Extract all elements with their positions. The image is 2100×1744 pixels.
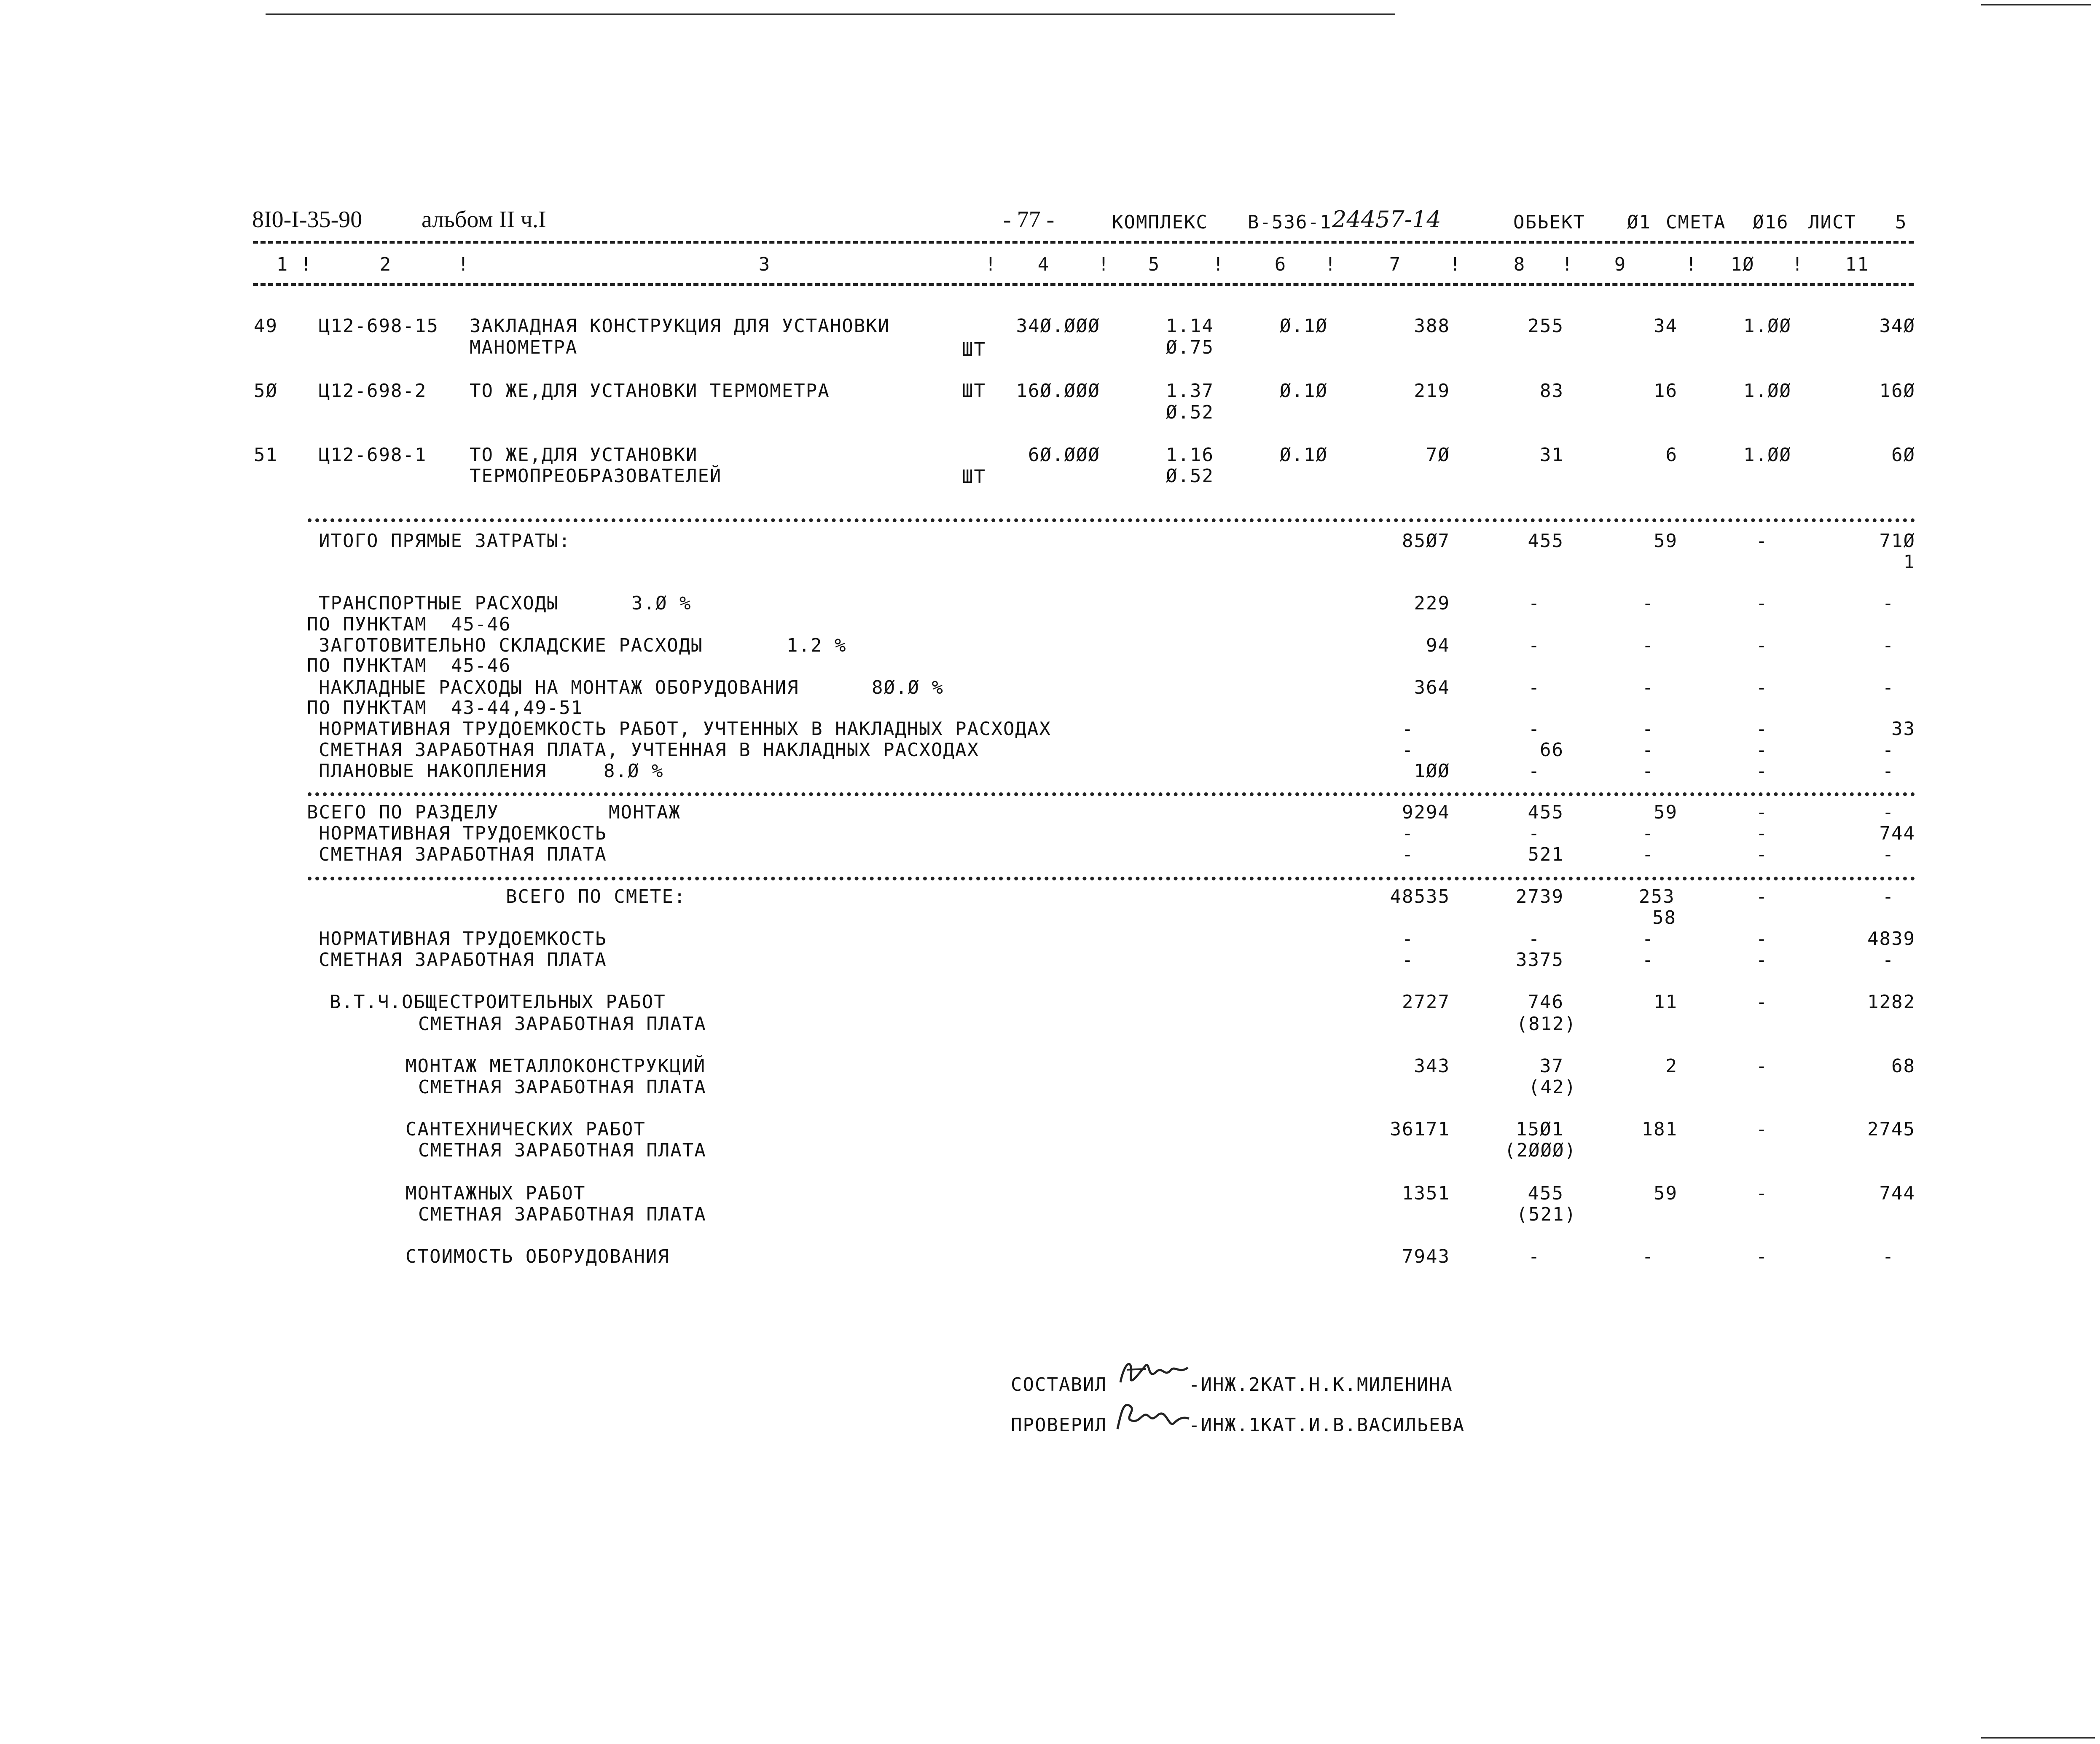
row-col-11: 6Ø: [1891, 444, 1915, 466]
labor-in-overhead-label: НОРМАТИВНАЯ ТРУДОЕМКОСТЬ РАБОТ, УЧТЕННЫХ В НАКЛАДНЫХ РАСХОДАХ: [319, 718, 1051, 740]
checked-by-name: -ИНЖ.1КАТ.И.В.ВАСИЛЬЕВА: [1189, 1414, 1465, 1436]
col-num-9: 9: [1614, 254, 1627, 275]
row-col-8: 31: [1540, 444, 1564, 466]
breakdown-col-8: 15Ø1: [1516, 1119, 1564, 1140]
section-total-col-10: -: [1756, 802, 1768, 823]
col-sep: !: [457, 254, 470, 275]
overhead-percent: 8Ø.Ø %: [872, 677, 944, 698]
storage-col-11: -: [1882, 635, 1895, 656]
labor-in-overhead-col-7: -: [1402, 718, 1414, 740]
row-unit: ШТ: [962, 339, 986, 360]
equipment-cost-col-10: -: [1756, 1246, 1768, 1267]
transport-col-10: -: [1756, 593, 1768, 614]
breakdown-label: МОНТАЖ МЕТАЛЛОКОНСТРУКЦИЙ: [405, 1055, 706, 1077]
grand-wage-col-11: -: [1882, 949, 1895, 971]
direct-costs-col-11-extra: 1: [1903, 551, 1915, 573]
col-sep: !: [1791, 254, 1804, 275]
direct-costs-col-11: 71Ø: [1879, 530, 1915, 552]
breakdown-col-8: 455: [1528, 1183, 1564, 1204]
direct-costs-label: ИТОГО ПРЯМЫЕ ЗАТРАТЫ:: [319, 530, 571, 552]
row-coefficient-2: Ø.52: [1166, 402, 1214, 423]
header-divider: [253, 241, 1914, 244]
col-num-10: 1Ø: [1730, 254, 1755, 275]
grand-labor-col-8: -: [1528, 928, 1541, 950]
section-labor-col-8: -: [1528, 823, 1541, 844]
grand-wage-label: СМЕТНАЯ ЗАРАБОТНАЯ ПЛАТА: [319, 949, 607, 971]
grand-total-col-7: 48535: [1390, 886, 1450, 907]
storage-label: ЗАГОТОВИТЕЛЬНО СКЛАДСКИЕ РАСХОДЫ: [319, 635, 703, 656]
checked-by-label: ПРОВЕРИЛ: [1011, 1414, 1107, 1436]
row-coefficient-2: Ø.75: [1166, 337, 1214, 358]
breakdown-col-10: -: [1756, 1119, 1768, 1140]
col-sep: !: [1561, 254, 1574, 275]
row-col-6: Ø.1Ø: [1280, 444, 1328, 466]
breakdown-col-7: 2727: [1402, 991, 1450, 1013]
section-name: МОНТАЖ: [609, 802, 681, 823]
equipment-cost-label: СТОИМОСТЬ ОБОРУДОВАНИЯ: [405, 1246, 670, 1267]
direct-costs-col-9: 59: [1654, 530, 1678, 552]
col-sep: !: [1212, 254, 1225, 275]
row-coefficient-1: 1.37: [1166, 380, 1214, 402]
grand-labor-col-10: -: [1756, 928, 1768, 950]
row-quantity: 6Ø.ØØØ: [1028, 444, 1100, 466]
breakdown-col-8: 746: [1528, 991, 1564, 1013]
row-col-11: 16Ø: [1879, 380, 1915, 402]
storage-percent: 1.2 %: [787, 635, 847, 656]
col-num-8: 8: [1513, 254, 1526, 275]
row-code: Ц12-698-1: [319, 444, 427, 466]
section-wage-col-8: 521: [1528, 844, 1564, 865]
storage-col-9: -: [1642, 635, 1654, 656]
overhead-points: ПО ПУНКТАМ 43-44,49-51: [307, 697, 583, 719]
planned-savings-col-7: 1ØØ: [1414, 760, 1450, 782]
section-labor-col-10: -: [1756, 823, 1768, 844]
breakdown-col-10: -: [1756, 991, 1768, 1013]
grand-total-col-9: 253: [1639, 886, 1675, 907]
row-number: 51: [254, 444, 278, 466]
grand-total-divider: [308, 877, 1915, 880]
col-num-6: 6: [1274, 254, 1287, 275]
album-label: альбом II ч.I: [422, 207, 546, 233]
section-total-col-7: 9294: [1402, 802, 1450, 823]
planned-savings-col-9: -: [1642, 760, 1654, 782]
section-total-col-11: -: [1882, 802, 1895, 823]
section-labor-col-7: -: [1402, 823, 1414, 844]
overhead-col-9: -: [1642, 677, 1654, 698]
row-quantity: 16Ø.ØØØ: [1016, 380, 1100, 402]
overhead-label: НАКЛАДНЫЕ РАСХОДЫ НА МОНТАЖ ОБОРУДОВАНИЯ: [319, 677, 799, 698]
grand-total-col-10: -: [1756, 886, 1768, 907]
col-num-11: 11: [1845, 254, 1869, 275]
breakdown-label: САНТЕХНИЧЕСКИХ РАБОТ: [405, 1119, 646, 1140]
composed-by-name: -ИНЖ.2КАТ.Н.К.МИЛЕНИНА: [1189, 1374, 1453, 1395]
grand-wage-col-8: 3375: [1516, 949, 1564, 971]
transport-percent: 3.Ø %: [631, 593, 692, 614]
breakdown-col-7: 343: [1414, 1055, 1450, 1077]
row-coefficient-1: 1.14: [1166, 315, 1214, 337]
totals-divider: [308, 518, 1915, 522]
labor-in-overhead-col-10: -: [1756, 718, 1768, 740]
estimate-label: СМЕТА: [1666, 212, 1726, 233]
section-wage-col-7: -: [1402, 844, 1414, 865]
section-wage-col-9: -: [1642, 844, 1654, 865]
section-total-label: ВСЕГО ПО РАЗДЕЛУ: [307, 802, 499, 823]
breakdown-col-11: 68: [1891, 1055, 1915, 1077]
wage-in-overhead-col-11: -: [1882, 739, 1895, 761]
row-name-continued: ТЕРМОПРЕОБРАЗОВАТЕЛЕЙ: [470, 465, 722, 487]
planned-savings-label: ПЛАНОВЫЕ НАКОПЛЕНИЯ: [319, 760, 547, 782]
section-divider: [308, 792, 1915, 796]
grand-wage-col-10: -: [1756, 949, 1768, 971]
scan-edge-line: [1981, 4, 2091, 5]
row-col-7: 388: [1414, 315, 1450, 337]
transport-col-9: -: [1642, 593, 1654, 614]
overhead-col-10: -: [1756, 677, 1768, 698]
col-sep: !: [985, 254, 997, 275]
col-sep: !: [1324, 254, 1337, 275]
storage-col-7: 94: [1426, 635, 1450, 656]
composer-signature: [1116, 1353, 1192, 1391]
col-num-7: 7: [1389, 254, 1402, 275]
equipment-cost-col-11: -: [1882, 1246, 1895, 1267]
row-name: ТО ЖЕ,ДЛЯ УСТАНОВКИ: [470, 444, 698, 466]
breakdown-col-8-wage: (2ØØØ): [1504, 1140, 1576, 1161]
row-code: Ц12-698-2: [319, 380, 427, 402]
sheet-value: 5: [1895, 212, 1907, 233]
grand-labor-col-11: 4839: [1867, 928, 1915, 950]
equipment-cost-col-8: -: [1528, 1246, 1541, 1267]
breakdown-col-8-wage: (42): [1528, 1076, 1576, 1098]
wage-in-overhead-col-9: -: [1642, 739, 1654, 761]
col-num-2: 2: [379, 254, 392, 275]
document-code: 8I0-I-35-90: [252, 207, 363, 233]
object-label: ОБЬЕКТ: [1513, 212, 1585, 233]
transport-col-11: -: [1882, 593, 1895, 614]
col-sep: !: [1098, 254, 1110, 275]
breakdown-col-9: 2: [1665, 1055, 1678, 1077]
column-header-divider: [253, 283, 1914, 286]
planned-savings-col-8: -: [1528, 760, 1541, 782]
page-number: - 77 -: [1003, 207, 1055, 233]
grand-wage-col-7: -: [1402, 949, 1414, 971]
planned-savings-col-10: -: [1756, 760, 1768, 782]
row-col-10: 1.ØØ: [1743, 380, 1791, 402]
section-total-col-8: 455: [1528, 802, 1564, 823]
wage-in-overhead-col-7: -: [1402, 739, 1414, 761]
row-col-7: 219: [1414, 380, 1450, 402]
row-quantity: 34Ø.ØØØ: [1016, 315, 1100, 337]
storage-col-8: -: [1528, 635, 1541, 656]
row-name-continued: МАНОМЕТРА: [470, 337, 578, 358]
row-col-8: 255: [1528, 315, 1564, 337]
breakdown-col-8: 37: [1540, 1055, 1564, 1077]
row-name: ТО ЖЕ,ДЛЯ УСТАНОВКИ ТЕРМОМЕТРА: [470, 380, 830, 402]
overhead-col-7: 364: [1414, 677, 1450, 698]
planned-savings-percent: 8.Ø %: [604, 760, 664, 782]
overhead-col-11: -: [1882, 677, 1895, 698]
complex-code: В-536-1: [1248, 212, 1332, 233]
direct-costs-col-8: 455: [1528, 530, 1564, 552]
row-col-6: Ø.1Ø: [1280, 315, 1328, 337]
breakdown-sublabel: СМЕТНАЯ ЗАРАБОТНАЯ ПЛАТА: [418, 1013, 706, 1035]
row-col-10: 1.ØØ: [1743, 444, 1791, 466]
direct-costs-col-10: -: [1756, 530, 1768, 552]
storage-points: ПО ПУНКТАМ 45-46: [307, 655, 511, 676]
breakdown-col-9: 181: [1641, 1119, 1678, 1140]
wage-in-overhead-col-8: 66: [1540, 739, 1564, 761]
section-wage-col-10: -: [1756, 844, 1768, 865]
breakdown-label: МОНТАЖНЫХ РАБОТ: [405, 1183, 586, 1204]
transport-points: ПО ПУНКТАМ 45-46: [307, 614, 511, 635]
breakdown-sublabel: СМЕТНАЯ ЗАРАБОТНАЯ ПЛАТА: [418, 1204, 706, 1225]
labor-in-overhead-col-9: -: [1642, 718, 1654, 740]
estimate-value: Ø16: [1753, 212, 1789, 233]
scan-edge-line: [266, 13, 1395, 15]
row-number: 49: [254, 315, 278, 337]
breakdown-col-9: 11: [1654, 991, 1678, 1013]
breakdown-col-8-wage: (812): [1516, 1013, 1576, 1035]
row-name: ЗАКЛАДНАЯ КОНСТРУКЦИЯ ДЛЯ УСТАНОВКИ: [470, 315, 890, 337]
row-col-11: 34Ø: [1879, 315, 1915, 337]
row-unit: ШТ: [962, 380, 986, 402]
row-number: 5Ø: [254, 380, 278, 402]
equipment-cost-col-9: -: [1642, 1246, 1654, 1267]
breakdown-col-10: -: [1756, 1055, 1768, 1077]
row-col-8: 83: [1540, 380, 1564, 402]
section-labor-col-9: -: [1642, 823, 1654, 844]
grand-labor-label: НОРМАТИВНАЯ ТРУДОЕМКОСТЬ: [319, 928, 607, 950]
planned-savings-col-11: -: [1882, 760, 1895, 782]
equipment-cost-col-7: 7943: [1402, 1246, 1450, 1267]
sheet-label: ЛИСТ: [1808, 212, 1856, 233]
breakdown-col-11: 1282: [1867, 991, 1915, 1013]
grand-total-label: ВСЕГО ПО СМЕТЕ:: [506, 886, 686, 907]
grand-wage-col-9: -: [1642, 949, 1654, 971]
overhead-col-8: -: [1528, 677, 1541, 698]
grand-labor-col-7: -: [1402, 928, 1414, 950]
direct-costs-col-7: 85Ø7: [1402, 530, 1450, 552]
transport-col-8: -: [1528, 593, 1541, 614]
breakdown-col-11: 744: [1879, 1183, 1915, 1204]
col-num-5: 5: [1148, 254, 1160, 275]
row-col-6: Ø.1Ø: [1280, 380, 1328, 402]
object-value: Ø1: [1627, 212, 1651, 233]
transport-col-7: 229: [1414, 593, 1450, 614]
labor-in-overhead-col-11: 33: [1891, 718, 1915, 740]
complex-handwritten-code: 24457-14: [1332, 206, 1441, 233]
row-col-10: 1.ØØ: [1743, 315, 1791, 337]
row-col-9: 16: [1654, 380, 1678, 402]
col-num-4: 4: [1037, 254, 1050, 275]
col-sep: !: [1449, 254, 1462, 275]
col-sep: !: [1685, 254, 1698, 275]
breakdown-sublabel: СМЕТНАЯ ЗАРАБОТНАЯ ПЛАТА: [418, 1076, 706, 1098]
col-num-1: 1: [276, 254, 289, 275]
section-wage-label: СМЕТНАЯ ЗАРАБОТНАЯ ПЛАТА: [319, 844, 607, 865]
checker-signature: [1111, 1398, 1191, 1435]
grand-labor-col-9: -: [1642, 928, 1654, 950]
section-labor-label: НОРМАТИВНАЯ ТРУДОЕМКОСТЬ: [319, 823, 607, 844]
row-unit: ШТ: [962, 466, 986, 488]
labor-in-overhead-col-8: -: [1528, 718, 1541, 740]
col-num-3: 3: [758, 254, 771, 275]
complex-label: КОМПЛЕКС: [1112, 212, 1208, 233]
section-wage-col-11: -: [1882, 844, 1895, 865]
wage-in-overhead-label: СМЕТНАЯ ЗАРАБОТНАЯ ПЛАТА, УЧТЕННАЯ В НАКЛАДНЫХ РАСХОДАХ: [319, 739, 979, 761]
row-code: Ц12-698-15: [319, 315, 439, 337]
row-col-9: 34: [1654, 315, 1678, 337]
composed-by-label: СОСТАВИЛ: [1011, 1374, 1107, 1395]
breakdown-col-9: 59: [1654, 1183, 1678, 1204]
row-coefficient-1: 1.16: [1166, 444, 1214, 466]
grand-total-col-11: -: [1882, 886, 1895, 907]
breakdown-col-7: 36171: [1390, 1119, 1450, 1140]
section-labor-col-11: 744: [1879, 823, 1915, 844]
storage-col-10: -: [1756, 635, 1768, 656]
wage-in-overhead-col-10: -: [1756, 739, 1768, 761]
breakdown-col-11: 2745: [1867, 1119, 1915, 1140]
row-col-7: 7Ø: [1426, 444, 1450, 466]
row-coefficient-2: Ø.52: [1166, 465, 1214, 487]
scan-edge-line: [1981, 1737, 2095, 1739]
row-col-9: 6: [1665, 444, 1678, 466]
breakdown-label: В.Т.Ч.ОБЩЕСТРОИТЕЛЬНЫХ РАБОТ: [330, 991, 666, 1013]
grand-total-col-9-extra: 58: [1652, 907, 1676, 928]
breakdown-col-10: -: [1756, 1183, 1768, 1204]
breakdown-sublabel: СМЕТНАЯ ЗАРАБОТНАЯ ПЛАТА: [418, 1140, 706, 1161]
breakdown-col-7: 1351: [1402, 1183, 1450, 1204]
col-sep: !: [300, 254, 313, 275]
breakdown-col-8-wage: (521): [1516, 1204, 1576, 1225]
transport-label: ТРАНСПОРТНЫЕ РАСХОДЫ: [319, 593, 559, 614]
grand-total-col-8: 2739: [1516, 886, 1564, 907]
section-total-col-9: 59: [1654, 802, 1678, 823]
